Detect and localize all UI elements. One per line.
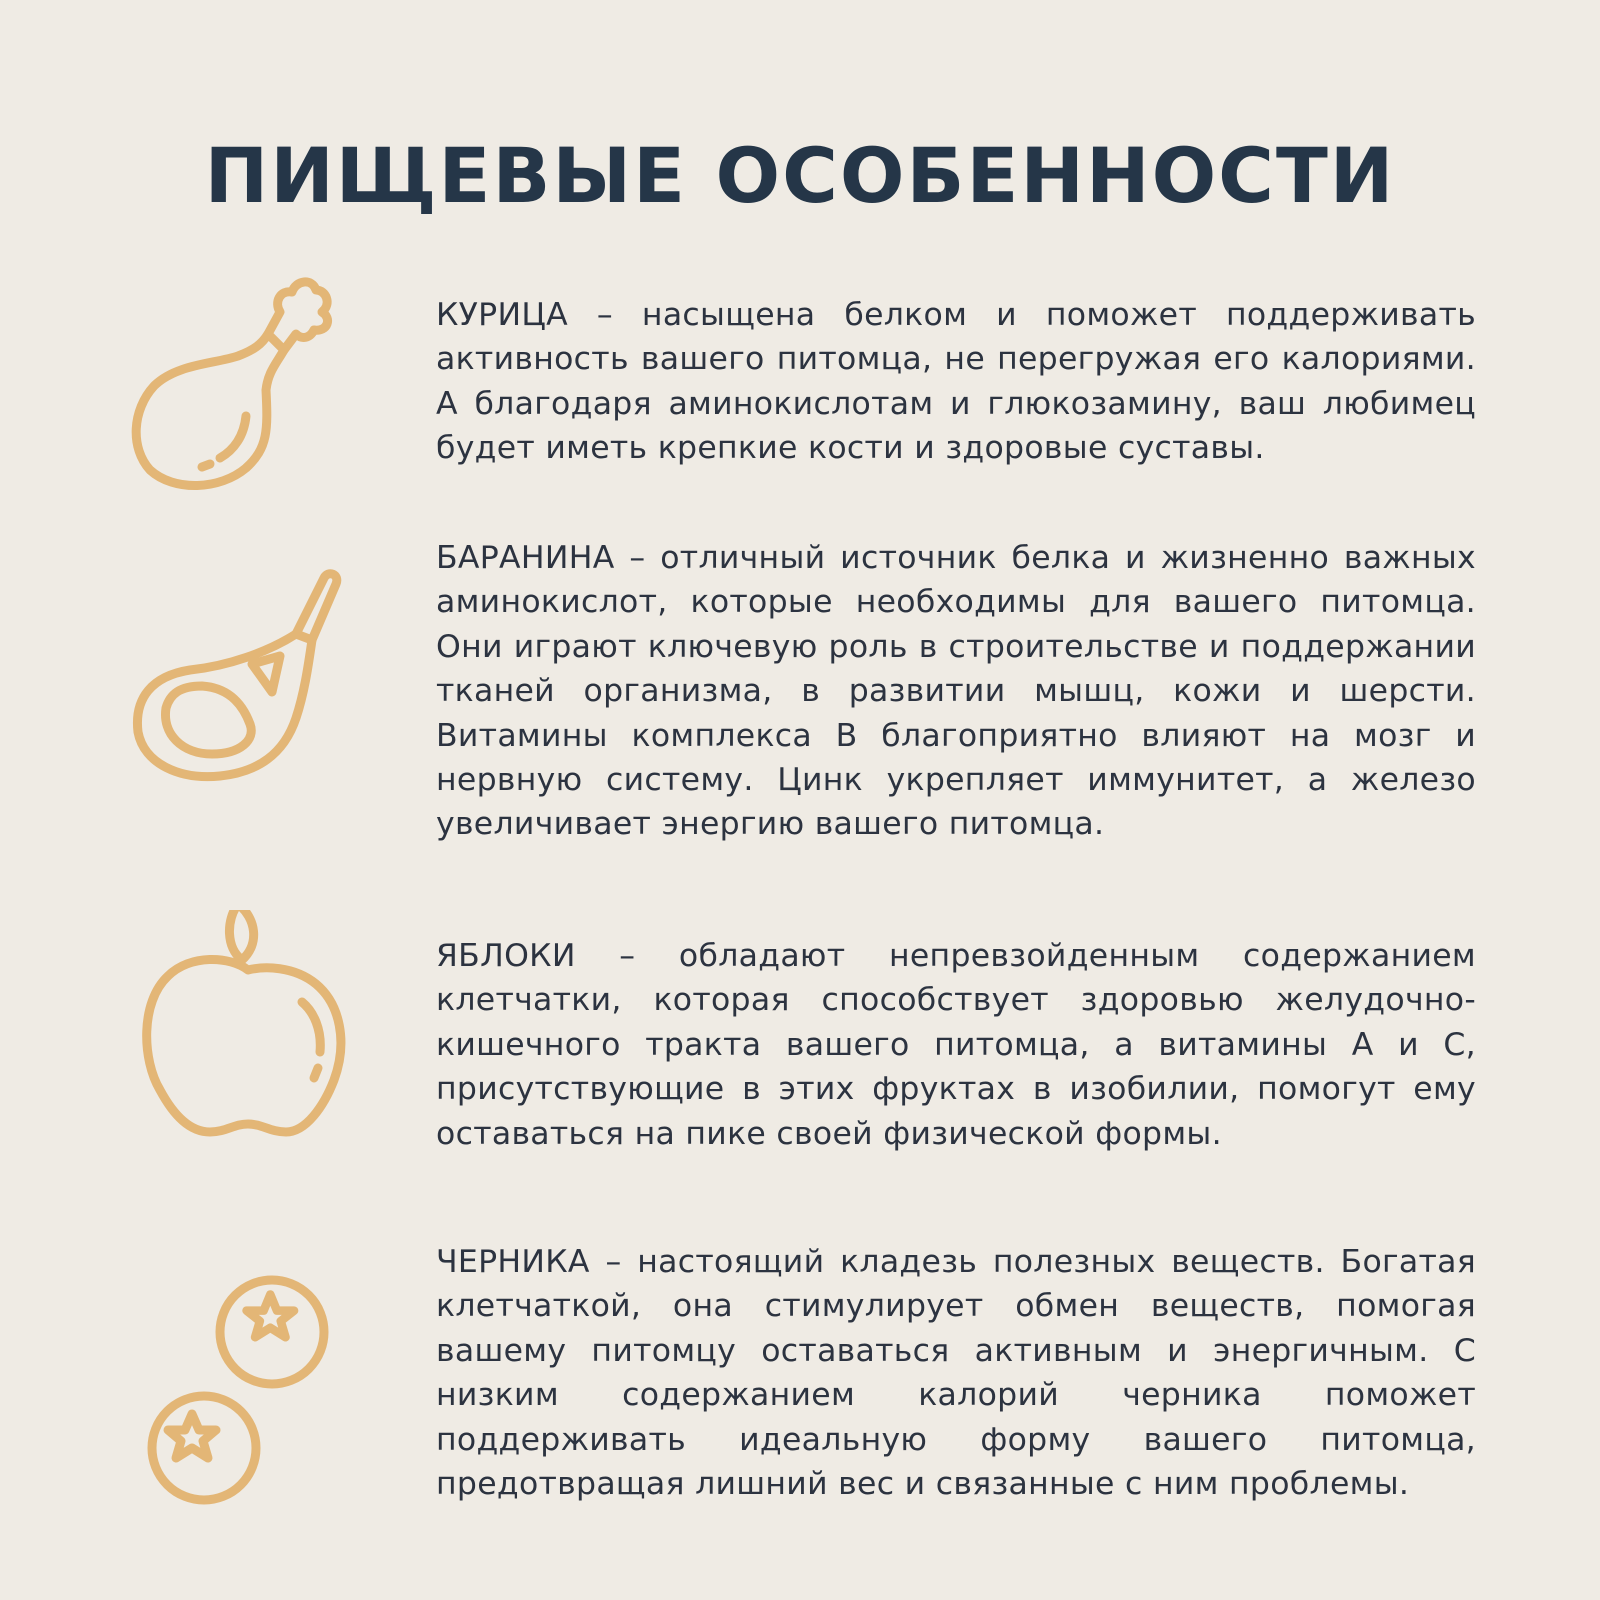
blueberry-description: ЧЕРНИКА – настоящий кладезь полезных веществ. Богатая клетчаткой, она стимулирует обмен веществ, помогая вашему питомцу оставаться активным и энергичным. С низким содержанием калорий черника поможет поддерживать идеальную форму вашего питомца, предотвращая лишний вес и связанные с ним проблемы. [436,1244,1476,1503]
apple-icon [118,910,378,1170]
chicken-description: КУРИЦА – насыщена белком и поможет поддерживать активность вашего питомца, не перегружая его калориями. А благодаря аминокислотам и глюкозамину, ваш любимец будет иметь крепкие кости и здоровые суставы. [436,297,1476,467]
chicken-leg-icon [118,268,378,528]
apple-description: ЯБЛОКИ – обладают непревзойденным содержанием клетчатки, которая способствует здоровью желудочно-кишечного тракта вашего питомца, а витамины А и С, присутствующие в этих фруктах в изобилии, помогут ему оставаться на пике своей физической формы. [436,938,1476,1152]
lamb-leg-icon [118,568,378,828]
page-title: ПИЩЕВЫЕ ОСОБЕННОСТИ [204,131,1396,220]
blueberry-icon [118,1262,378,1522]
lamb-description: БАРАНИНА – отличный источник белка и жизненно важных аминокислот, которые необходимы для вашего питомца. Они играют ключевую роль в строительстве и поддержании тканей организма, в развитии мышц, кожи и шерсти. Витамины комплекса B благоприятно влияют на мозг и нервную систему. Цинк укрепляет иммунитет, а железо увеличивает энергию вашего питомца. [436,540,1476,843]
